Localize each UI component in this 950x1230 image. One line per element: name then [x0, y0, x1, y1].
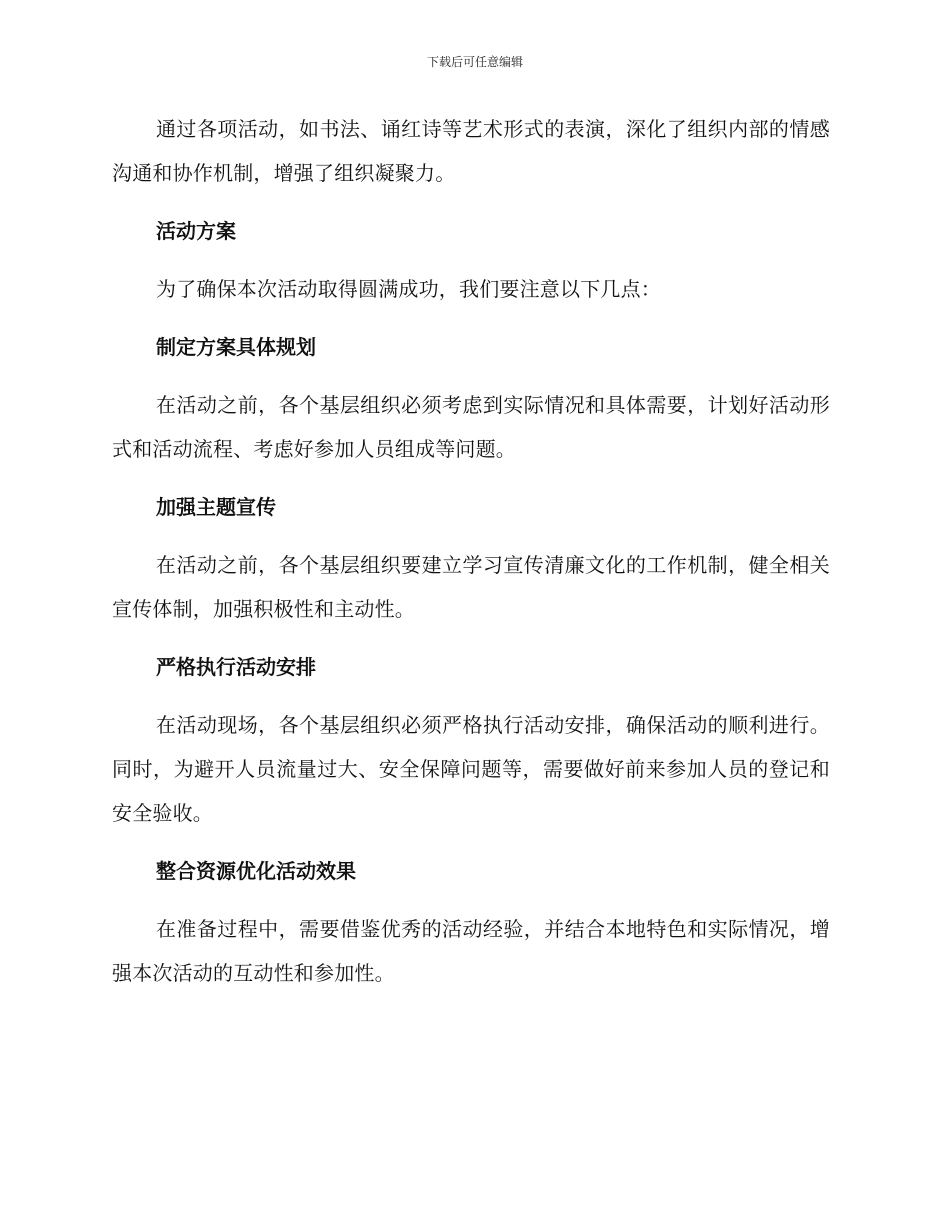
spacer [112, 253, 830, 267]
item-paragraph-execution: 在活动现场，各个基层组织必须严格执行活动安排，确保活动的顺利进行。同时，为避开人员流量过大、安全保障问题等，需要做好前来参加人员的登记和安全验收。 [112, 713, 830, 825]
spacer [112, 893, 830, 907]
item-heading-planning: 制定方案具体规划 [156, 335, 316, 359]
page-header-note: 下载后可任意编辑 [426, 55, 523, 69]
spacer [112, 195, 830, 209]
section-intro-paragraph: 为了确保本次活动取得圆满成功，我们要注意以下几点： [156, 277, 661, 301]
spacer [112, 369, 830, 383]
item-heading-promotion: 加强主题宣传 [156, 495, 276, 519]
spacer [112, 471, 830, 485]
spacer [112, 311, 830, 325]
item-paragraph-promotion: 在活动之前，各个基层组织要建立学习宣传清廉文化的工作机制，健全相关宣传体制，加强积极性和主动性。 [112, 553, 830, 621]
item-paragraph-resources: 在准备过程中，需要借鉴优秀的活动经验，并结合本地特色和实际情况，增强本次活动的互动性和参加性。 [112, 917, 830, 985]
item-paragraph-planning: 在活动之前，各个基层组织必须考虑到实际情况和具体需要，计划好活动形式和活动流程、考虑好参加人员组成等问题。 [112, 393, 830, 461]
item-heading-execution: 严格执行活动安排 [156, 655, 316, 679]
spacer [112, 529, 830, 543]
section-heading: 活动方案 [156, 219, 236, 243]
intro-paragraph: 通过各项活动，如书法、诵红诗等艺术形式的表演，深化了组织内部的情感沟通和协作机制，增强了组织凝聚力。 [112, 117, 830, 185]
document-body [112, 107, 830, 995]
spacer [112, 689, 830, 703]
spacer [112, 631, 830, 645]
item-heading-resources: 整合资源优化活动效果 [156, 859, 356, 883]
spacer [112, 835, 830, 849]
